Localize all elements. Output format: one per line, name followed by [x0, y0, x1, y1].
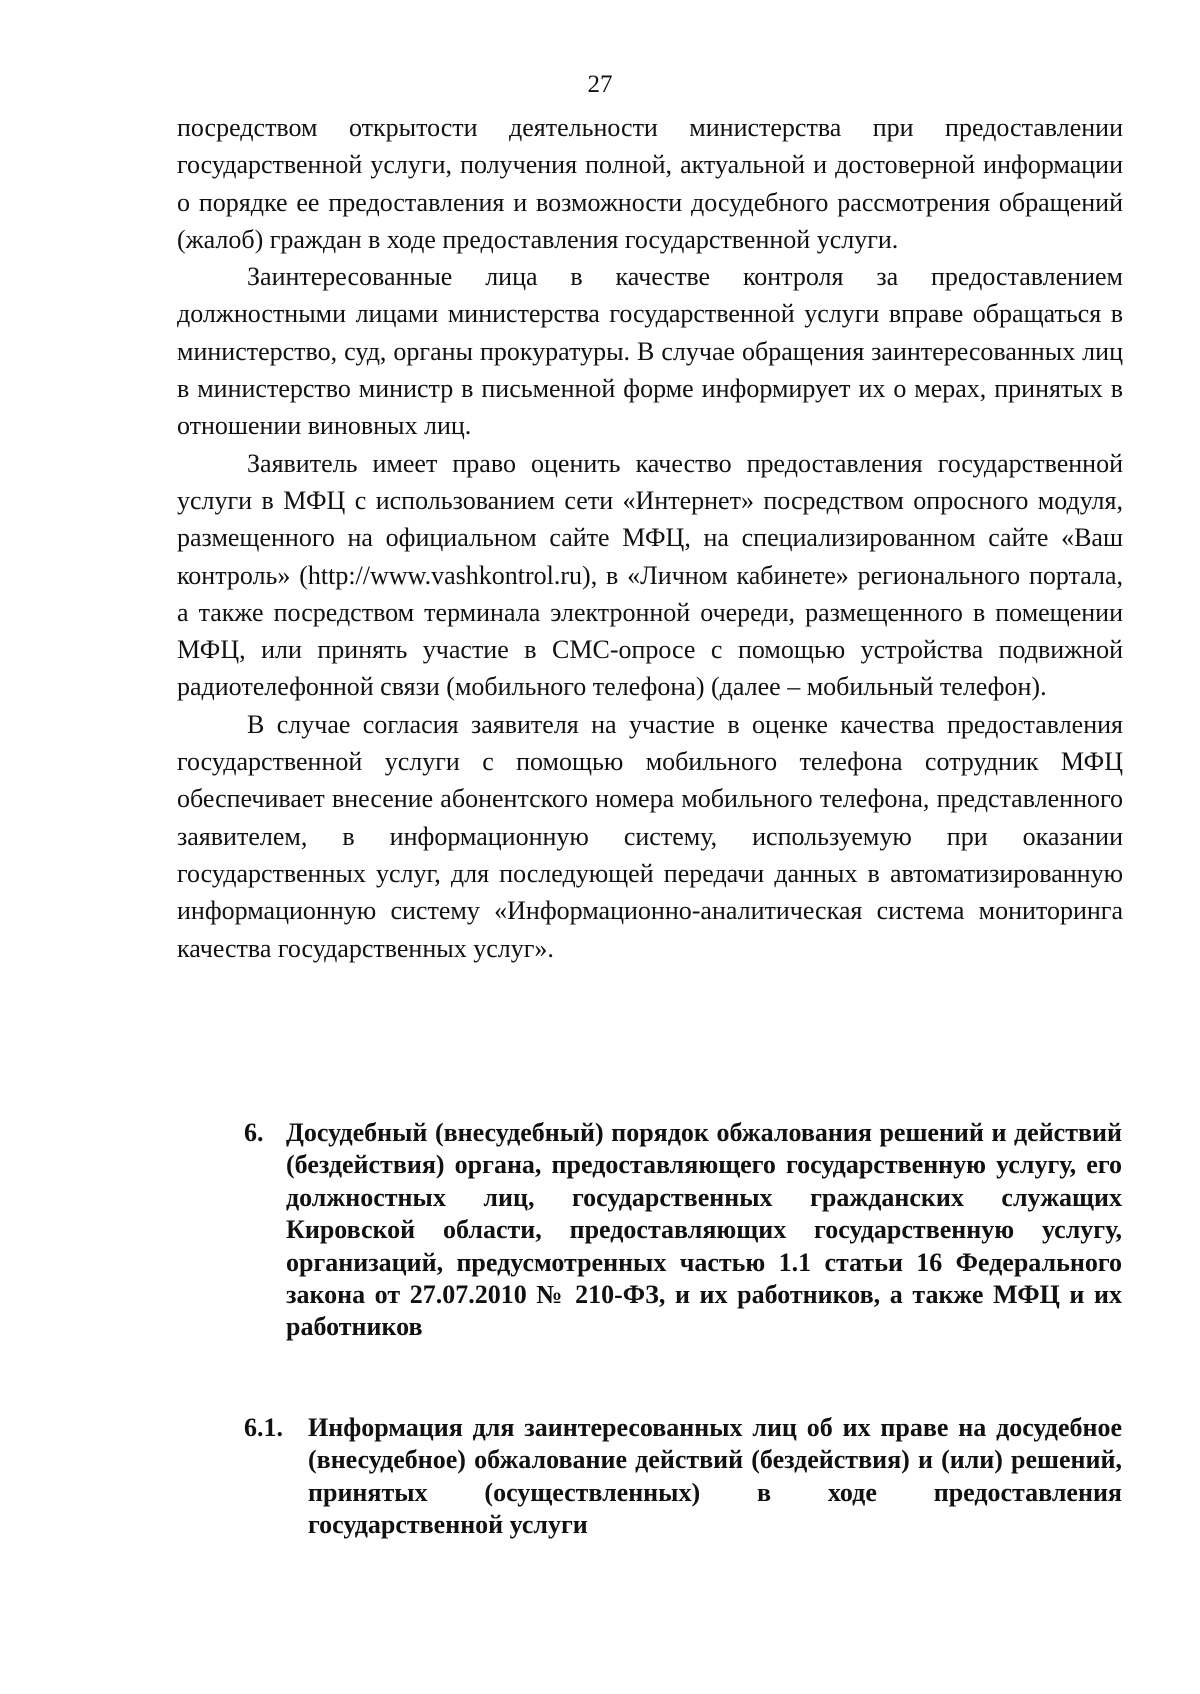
- document-body: [177, 109, 1123, 967]
- section-6-1-heading: [244, 1412, 1122, 1542]
- section-6-1-title: Информация для заинтересованных лиц об их праве на досудебное (внесудебное) обжалование действий (бездействия) и (или) решений, принятых (осуществленных) в ходе предоставления государственной услуги: [308, 1413, 1122, 1540]
- section-6-heading: [244, 1117, 1122, 1344]
- section-6-title: Досудебный (внесудебный) порядок обжалования решений и действий (бездействия) органа, предоставляющего государственную услугу, его должностных лиц, государственных гражданских служащих Кировской области, предоставляющих государственную услугу, организаций, предусмотренных частью 1.1 статьи 16 Федерального закона от 27.07.2010 № 210-ФЗ, и их работников, а также МФЦ и их работников: [286, 1118, 1122, 1342]
- paragraph-sms-survey: В случае согласия заявителя на участие в оценке качества предоставления государственной услуги с помощью мобильного телефона сотрудник МФЦ обеспечивает внесение абонентского номера мобильного телефона, представленного заявителем, в информационную систему, используемую при оказании государственных услуг, для последующей передачи данных в автоматизированную информационную систему «Информационно-аналитическая система мониторинга качества государственных услуг».: [177, 709, 1123, 963]
- section-6-number: 6.: [244, 1118, 264, 1147]
- paragraph-quality-assessment: Заявитель имеет право оценить качество предоставления государственной услуги в МФЦ с использованием сети «Интернет» посредством опросного модуля, размещенного на официальном сайте МФЦ, на специализированном сайте «Ваш контроль» (http://www.vashkontrol.ru), в «Личном кабинете» регионального портала, а также посредством терминала электронной очереди, размещенного в помещении МФЦ, или принять участие в СМС-опросе с помощью устройства подвижной радиотелефонной связи (мобильного телефона) (далее – мобильный телефон).: [177, 448, 1123, 702]
- paragraph-interested-persons: Заинтересованные лица в качестве контроля за предоставлением должностными лицами министерства государственной услуги вправе обращаться в министерство, суд, органы прокуратуры. В случае обращения заинтересованных лиц в министерство министр в письменной форме информирует их о мерах, принятых в отношении виновных лиц.: [177, 262, 1123, 441]
- paragraph-continuation: посредством открытости деятельности министерства при предоставлении государственной услуги, получения полной, актуальной и достоверной информации о порядке ее предоставления и возможности досудебного рассмотрения обращений (жалоб) граждан в ходе предоставления государственной услуги.: [177, 113, 1123, 254]
- section-6-1-number: 6.1.: [244, 1413, 283, 1442]
- page-number: 27: [587, 71, 613, 98]
